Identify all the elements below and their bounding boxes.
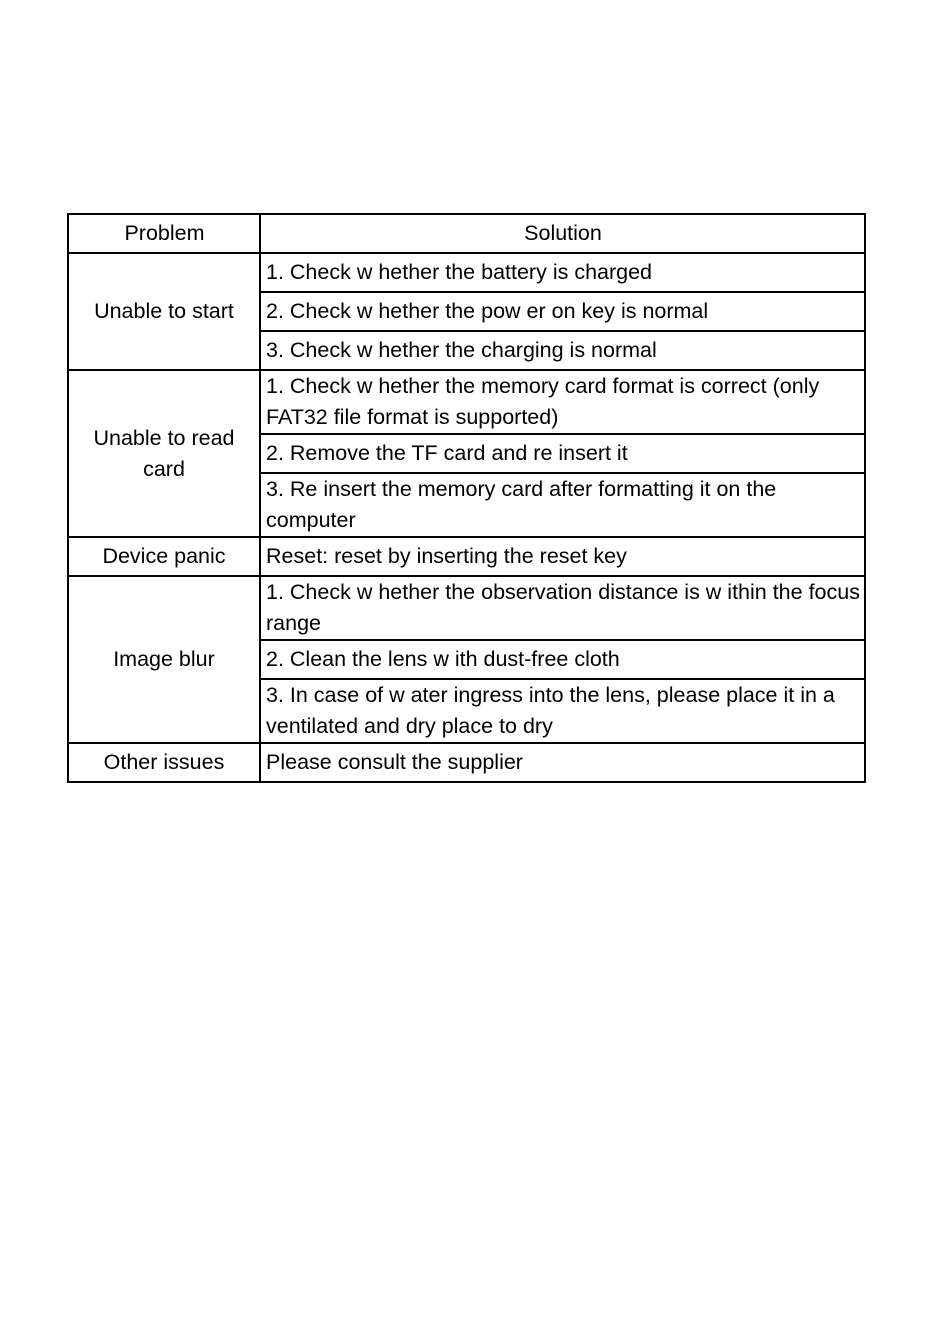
problem-cell: Unable to start [68, 253, 260, 370]
table-row [68, 743, 865, 782]
problem-cell: Device panic [68, 537, 260, 576]
table-row [68, 370, 865, 434]
solution-cell: 1. Check w hether the observation distance is w ithin the focus range [260, 576, 865, 640]
problem-cell: Image blur [68, 576, 260, 743]
problem-cell: Other issues [68, 743, 260, 782]
solution-cell: 3. Re insert the memory card after formatting it on the computer [260, 473, 865, 537]
solution-cell: 1. Check w hether the memory card format is correct (only FAT32 file format is supported) [260, 370, 865, 434]
solution-cell: 2. Remove the TF card and re insert it [260, 434, 865, 473]
solution-cell: 2. Clean the lens w ith dust-free cloth [260, 640, 865, 679]
troubleshooting-table [67, 213, 866, 783]
solution-cell: 3. In case of w ater ingress into the lens, please place it in a ventilated and dry place to dry [260, 679, 865, 743]
solution-cell: Reset: reset by inserting the reset key [260, 537, 865, 576]
solution-cell: 2. Check w hether the pow er on key is normal [260, 292, 865, 331]
problem-column-header: Problem [68, 214, 260, 253]
solution-cell: 1. Check w hether the battery is charged [260, 253, 865, 292]
table-header-row [68, 214, 865, 253]
table-row [68, 253, 865, 292]
table-row [68, 576, 865, 640]
solution-cell: Please consult the supplier [260, 743, 865, 782]
solution-cell: 3. Check w hether the charging is normal [260, 331, 865, 370]
table-row [68, 537, 865, 576]
solution-column-header: Solution [260, 214, 865, 253]
problem-cell: Unable to read card [68, 370, 260, 537]
